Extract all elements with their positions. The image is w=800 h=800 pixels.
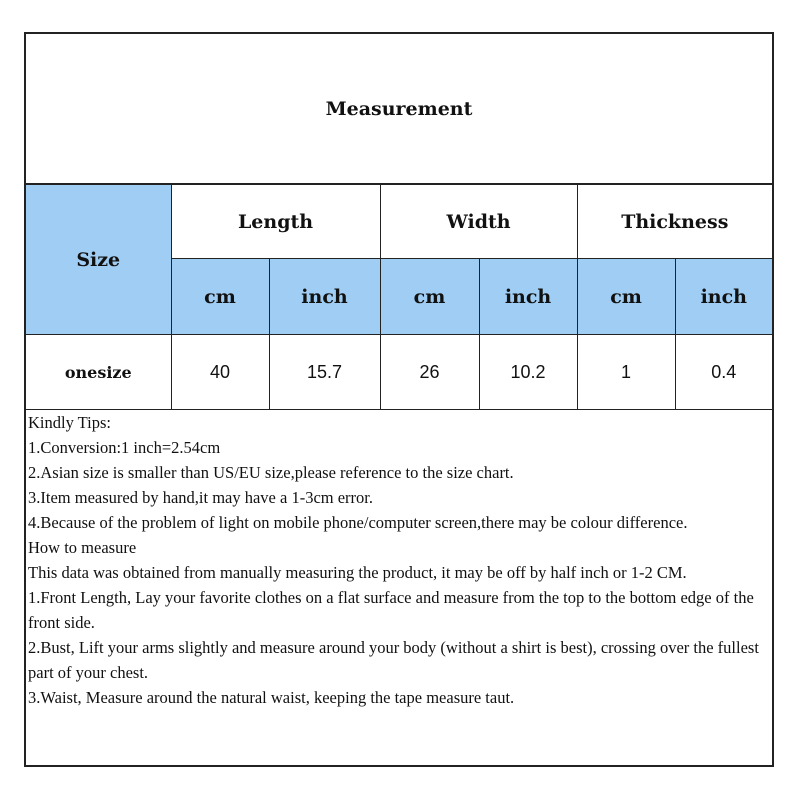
size-header: Size [26,185,171,335]
width-inch-header: inch [479,259,577,335]
how-to-measure-heading: How to measure [28,538,137,557]
measurement-table [26,184,772,410]
tip-asian-size: 2.Asian size is smaller than US/EU size,please reference to the size chart. [28,463,514,482]
tips-section [26,410,772,710]
thickness-cm-value: 1 [577,335,675,410]
thickness-cm-header: cm [577,259,675,335]
width-cm-value: 26 [380,335,479,410]
chart-title: Measurement [26,34,772,184]
size-chart [24,32,774,767]
length-cm-value: 40 [171,335,269,410]
length-cm-header: cm [171,259,269,335]
width-cm-header: cm [380,259,479,335]
group-header-row [26,185,772,259]
length-inch-value: 15.7 [269,335,380,410]
length-inch-header: inch [269,259,380,335]
width-inch-value: 10.2 [479,335,577,410]
measure-bust: 2.Bust, Lift your arms slightly and measure around your body (without a shirt is best), crossing over the fullest part of your chest. [28,638,759,682]
thickness-inch-value: 0.4 [675,335,772,410]
measure-waist: 3.Waist, Measure around the natural waist, keeping the tape measure taut. [28,688,515,707]
row-size-label: onesize [26,335,171,410]
tips-heading: Kindly Tips: [28,413,111,432]
measure-note: This data was obtained from manually measuring the product, it may be off by half inch or 1-2 CM. [28,563,687,582]
measure-front-length: 1.Front Length, Lay your favorite clothes on a flat surface and measure from the top to the bottom edge of the front side. [28,588,754,632]
tip-colour-difference: 4.Because of the problem of light on mobile phone/computer screen,there may be colour difference. [28,513,688,532]
thickness-header: Thickness [577,185,772,259]
thickness-inch-header: inch [675,259,772,335]
table-row [26,335,772,410]
width-header: Width [380,185,577,259]
tip-hand-measured: 3.Item measured by hand,it may have a 1-3cm error. [28,488,374,507]
tip-conversion: 1.Conversion:1 inch=2.54cm [28,438,221,457]
length-header: Length [171,185,380,259]
